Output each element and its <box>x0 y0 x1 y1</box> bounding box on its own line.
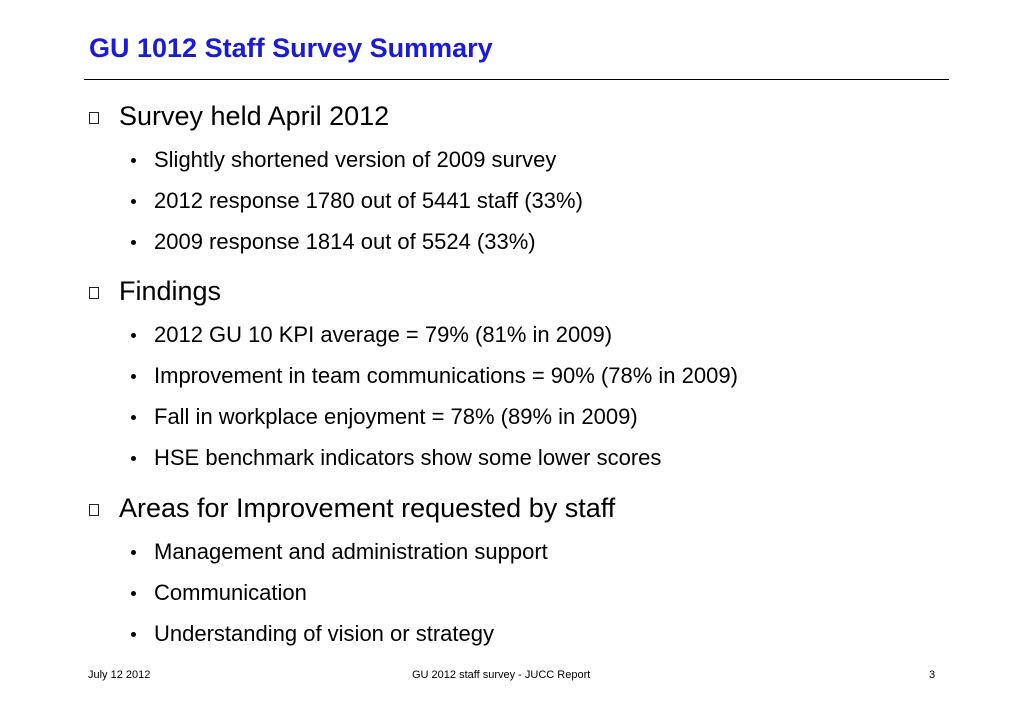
bullet-dot-icon <box>131 240 136 245</box>
list-item: Management and administration support <box>154 539 548 564</box>
bullet-dot-icon <box>131 374 136 379</box>
title-divider <box>84 79 949 80</box>
list-item: 2012 response 1780 out of 5441 staff (33%) <box>154 188 583 213</box>
list-item: HSE benchmark indicators show some lower scores <box>154 445 662 470</box>
page-number: 3 <box>929 669 936 681</box>
list-item: Improvement in team communications = 90% (78% in 2009) <box>154 363 738 388</box>
bullet-dot-icon <box>131 415 136 420</box>
section-bullet-icon <box>89 287 99 299</box>
list-item: 2012 GU 10 KPI average = 79% (81% in 2009) <box>154 322 613 347</box>
bullet-dot-icon <box>131 456 136 461</box>
list-item: 2009 response 1814 out of 5524 (33%) <box>154 229 536 254</box>
bullet-dot-icon <box>131 550 136 555</box>
section-bullet-icon <box>89 112 99 124</box>
list-item: Fall in workplace enjoyment = 78% (89% in 2009) <box>154 404 638 429</box>
bullet-dot-icon <box>131 591 136 596</box>
slide-title: GU 1012 Staff Survey Summary <box>89 33 493 63</box>
list-item: Slightly shortened version of 2009 survey <box>154 147 557 172</box>
section-heading: Survey held April 2012 <box>119 101 390 131</box>
bullet-dot-icon <box>131 199 136 204</box>
bullet-dot-icon <box>131 632 136 637</box>
section-bullet-icon <box>89 504 99 516</box>
footer-title: GU 2012 staff survey - JUCC Report <box>412 669 591 681</box>
bullet-dot-icon <box>131 158 136 163</box>
section-heading: Findings <box>119 276 222 306</box>
bullet-dot-icon <box>131 333 136 338</box>
list-item: Understanding of vision or strategy <box>154 621 494 646</box>
section-heading: Areas for Improvement requested by staff <box>119 493 616 523</box>
footer-date: July 12 2012 <box>88 669 151 681</box>
list-item: Communication <box>154 580 307 605</box>
